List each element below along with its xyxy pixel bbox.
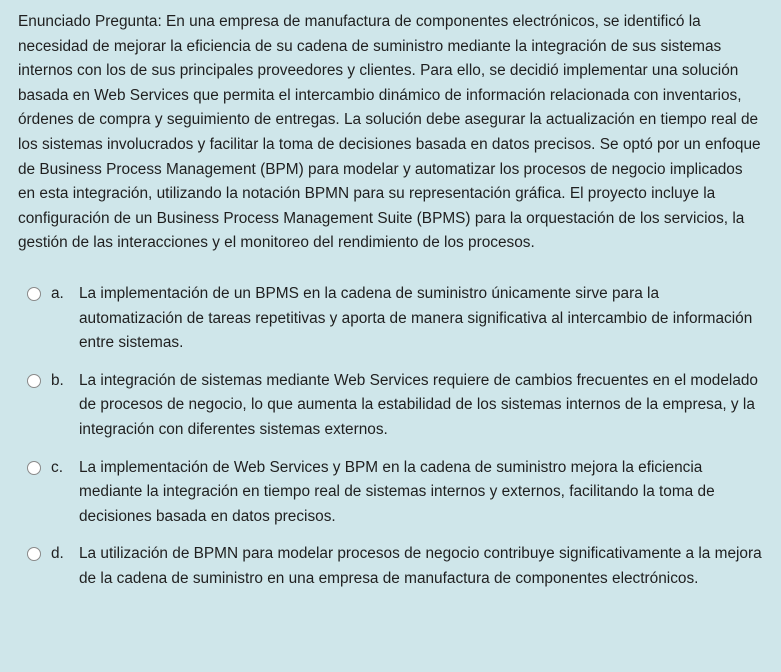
option-a-radio[interactable] [27,287,41,301]
option-c-text: La implementación de Web Services y BPM en la cadena de suministro mejora la eficiencia mediante la integración en tiempo real de sistemas internos y externos, facilitando la toma de decisiones basada en datos precisos. [79,458,715,525]
option-b[interactable] [18,369,763,443]
option-b-letter: b. [51,371,64,389]
option-a[interactable] [18,282,763,356]
option-c[interactable] [18,456,763,530]
option-d-radio[interactable] [27,547,41,561]
option-b-radio[interactable] [27,374,41,388]
option-d-text: La utilización de BPMN para modelar procesos de negocio contribuye significativamente a la mejora de la cadena de suministro en una empresa de manufactura de componentes electrónicos. [79,545,762,587]
option-a-text: La implementación de un BPMS en la cadena de suministro únicamente sirve para la automatización de tareas repetitivas y aporta de manera significativa al intercambio de información entre sistemas. [79,284,753,352]
option-b-text: La integración de sistemas mediante Web Services requiere de cambios frecuentes en el modelado de procesos de negocio, lo que aumenta la estabilidad de los sistemas internos de la empresa, y la integración con diferentes sistemas externos. [79,371,758,438]
option-d[interactable] [18,542,763,591]
option-c-letter: c. [51,458,63,476]
question-text: Enunciado Pregunta: En una empresa de manufactura de componentes electrónicos, se identificó la necesidad de mejorar la eficiencia de su cadena de suministro mediante la integración de sus sistemas internos con los de sus principales proveedores y clientes. Para ello, se decidió implementar una solución basada en Web Services que permita el intercambio dinámico de información relacionada con inventarios, órdenes de compra y seguimiento de entregas. La solución debe asegurar la actualización en tiempo real de los sistemas involucrados y facilitar la toma de decisiones basada en datos precisos. Se optó por un enfoque de Business Process Management (BPM) para modelar y automatizar los procesos de negocio implicados en esta integración, utilizando la notación BPMN para su representación gráfica. El proyecto incluye la configuración de un Business Process Management Suite (BPMS) para la orquestación de los servicios, la gestión de las interacciones y el monitoreo del rendimiento de los procesos. [18,13,761,252]
option-d-letter: d. [51,545,64,563]
answer-options [18,282,763,592]
option-c-radio[interactable] [27,461,41,475]
option-a-letter: a. [51,284,64,302]
